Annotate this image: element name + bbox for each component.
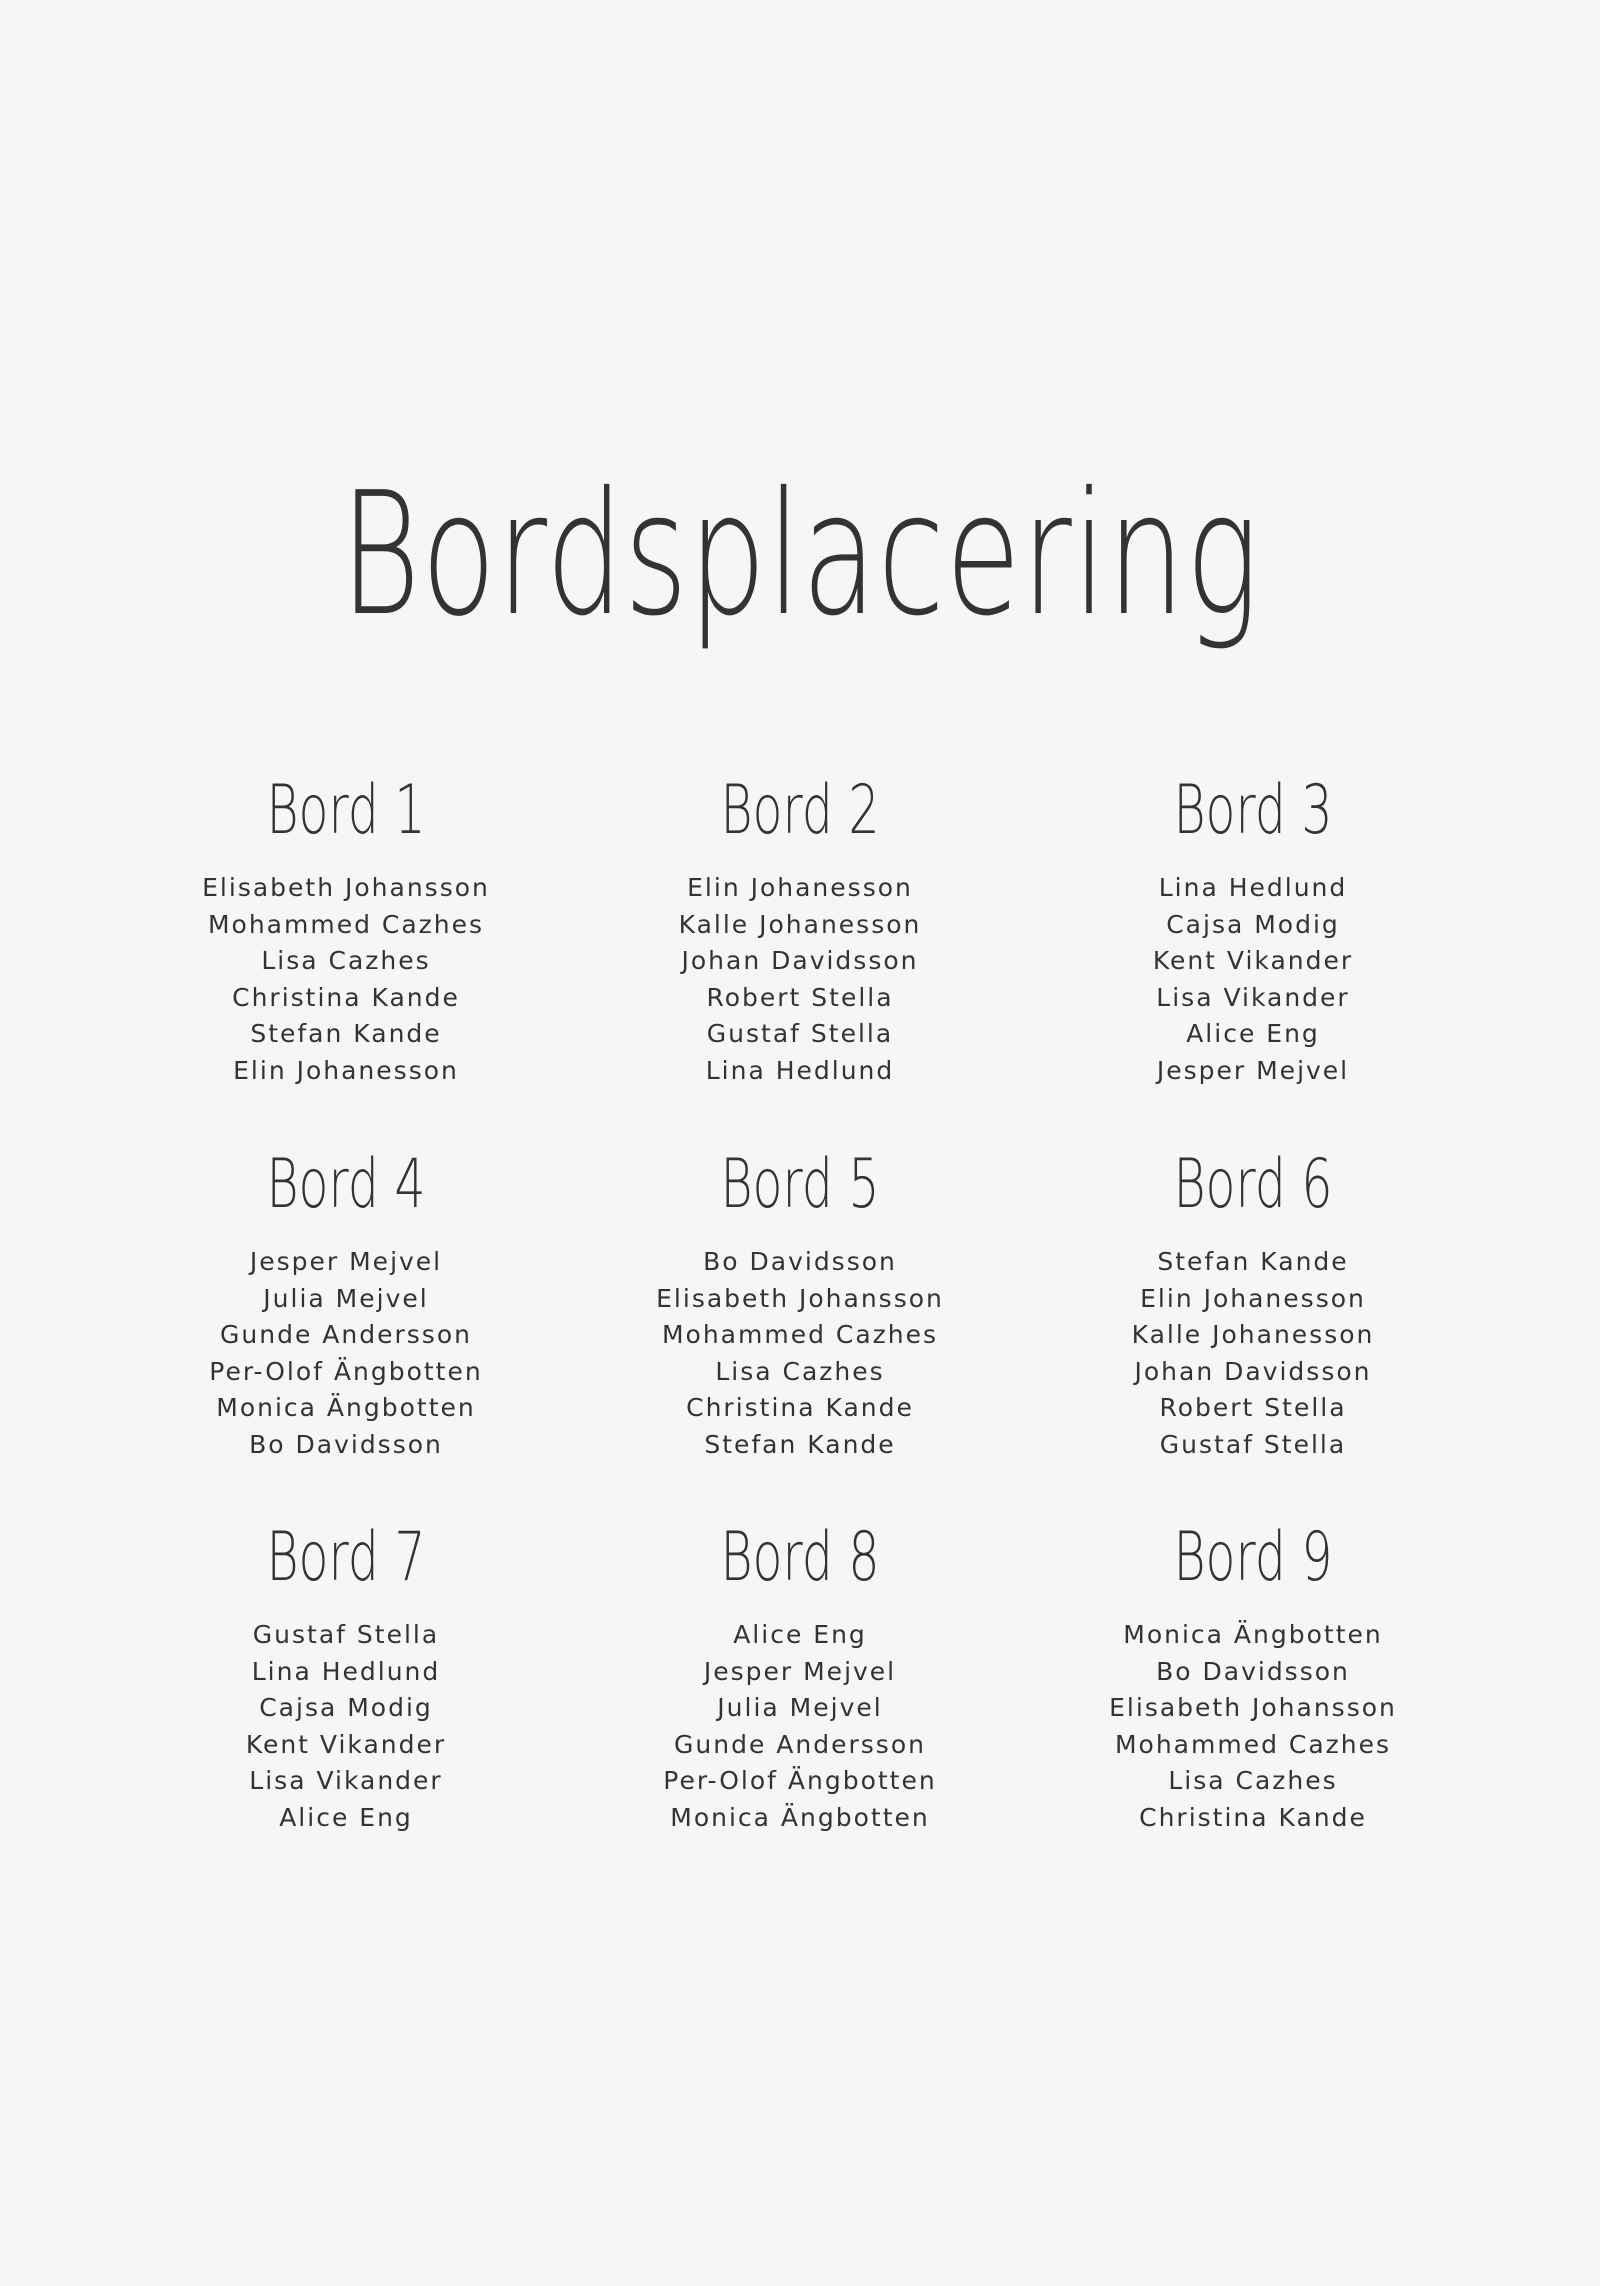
- table-block-5: [580, 1140, 1020, 1463]
- guest-name: Christina Kande: [232, 982, 460, 1012]
- guest-name: Gustaf Stella: [252, 1620, 440, 1649]
- table-block-7: [126, 1513, 566, 1836]
- guest-name: Elin Johanesson: [687, 873, 913, 902]
- table-heading: Bord 6: [1173, 1145, 1333, 1224]
- guest-name: Alice Eng: [733, 1620, 867, 1649]
- guest-name: Gustaf Stella: [1159, 1429, 1347, 1459]
- guest-list: [1033, 1617, 1473, 1836]
- guest-name: Lisa Cazhes: [261, 946, 431, 975]
- guest-name: Gunde Andersson: [220, 1320, 472, 1349]
- guest-list: [126, 1617, 566, 1836]
- guest-list: [580, 1617, 1020, 1836]
- guest-name: Bo Davidsson: [1156, 1656, 1350, 1686]
- guest-name: Kent Vikander: [1152, 946, 1354, 975]
- guest-name: Kent Vikander: [245, 1729, 447, 1759]
- guest-name: Per-Olof Ängbotten: [209, 1356, 483, 1386]
- guest-name: Mohammed Cazhes: [661, 1320, 939, 1349]
- table-block-8: [580, 1513, 1020, 1836]
- table-block-4: [126, 1140, 566, 1463]
- guest-name: Kalle Johanesson: [678, 909, 922, 939]
- guest-name: Monica Ängbotten: [216, 1393, 476, 1422]
- guest-name: Elisabeth Johansson: [656, 1283, 944, 1313]
- guest-name: Monica Ängbotten: [670, 1802, 930, 1832]
- guest-name: Stefan Kande: [1157, 1247, 1349, 1276]
- table-heading: Bord 4: [266, 1145, 426, 1224]
- guest-name: Gustaf Stella: [706, 1019, 894, 1048]
- guest-list: [126, 1244, 566, 1463]
- guest-name: Bo Davidsson: [249, 1429, 443, 1459]
- guest-name: Cajsa Modig: [1166, 909, 1340, 939]
- guest-name: Cajsa Modig: [259, 1693, 433, 1722]
- guest-name: Jesper Mejvel: [1156, 1055, 1350, 1085]
- guest-name: Robert Stella: [706, 982, 894, 1012]
- guest-name: Lisa Vikander: [249, 1766, 443, 1795]
- guest-list: [1033, 1244, 1473, 1463]
- guest-list: [580, 1244, 1020, 1463]
- guest-name: Robert Stella: [1159, 1393, 1347, 1422]
- guest-name: Elin Johanesson: [1140, 1283, 1366, 1313]
- guest-name: Jesper Mejvel: [703, 1656, 897, 1686]
- table-block-6: [1033, 1140, 1473, 1463]
- guest-name: Lisa Cazhes: [715, 1356, 885, 1386]
- guest-name: Lisa Vikander: [1156, 982, 1350, 1012]
- guest-name: Lina Hedlund: [705, 1055, 895, 1085]
- guest-name: Alice Eng: [1186, 1019, 1320, 1048]
- guest-name: Stefan Kande: [250, 1019, 442, 1048]
- table-heading: Bord 7: [266, 1518, 426, 1597]
- guest-name: Lisa Cazhes: [1168, 1766, 1338, 1795]
- table-block-2: [580, 766, 1020, 1089]
- table-heading: Bord 1: [266, 771, 426, 850]
- guest-name: Elisabeth Johansson: [202, 873, 490, 902]
- guest-name: Lina Hedlund: [251, 1656, 441, 1686]
- guest-name: Mohammed Cazhes: [1114, 1729, 1392, 1759]
- guest-name: Lina Hedlund: [1158, 873, 1348, 902]
- guest-name: Johan Davidsson: [1134, 1356, 1372, 1386]
- guest-name: Elisabeth Johansson: [1109, 1693, 1397, 1722]
- guest-name: Christina Kande: [1139, 1802, 1367, 1832]
- guest-name: Julia Mejvel: [717, 1693, 883, 1722]
- table-block-1: [126, 766, 566, 1089]
- guest-name: Stefan Kande: [704, 1429, 896, 1459]
- table-heading: Bord 3: [1173, 771, 1333, 850]
- guest-name: Gunde Andersson: [674, 1729, 926, 1759]
- guest-name: Kalle Johanesson: [1131, 1320, 1375, 1349]
- page-title: Bordsplacering: [340, 456, 1260, 654]
- table-heading: Bord 2: [720, 771, 880, 850]
- table-heading: Bord 8: [720, 1518, 880, 1597]
- guest-list: [1033, 870, 1473, 1089]
- guest-list: [126, 870, 566, 1089]
- guest-name: Elin Johanesson: [233, 1055, 459, 1085]
- guest-name: Mohammed Cazhes: [207, 909, 485, 939]
- guest-name: Alice Eng: [279, 1802, 413, 1832]
- guest-name: Jesper Mejvel: [249, 1247, 443, 1276]
- guest-name: Monica Ängbotten: [1123, 1620, 1383, 1649]
- table-block-3: [1033, 766, 1473, 1089]
- guest-name: Julia Mejvel: [263, 1283, 429, 1313]
- guest-list: [580, 870, 1020, 1089]
- table-heading: Bord 5: [720, 1145, 880, 1224]
- table-block-9: [1033, 1513, 1473, 1836]
- guest-name: Christina Kande: [686, 1393, 914, 1422]
- guest-name: Per-Olof Ängbotten: [663, 1766, 937, 1795]
- guest-name: Bo Davidsson: [703, 1247, 897, 1276]
- guest-name: Johan Davidsson: [681, 946, 919, 975]
- table-heading: Bord 9: [1173, 1518, 1333, 1597]
